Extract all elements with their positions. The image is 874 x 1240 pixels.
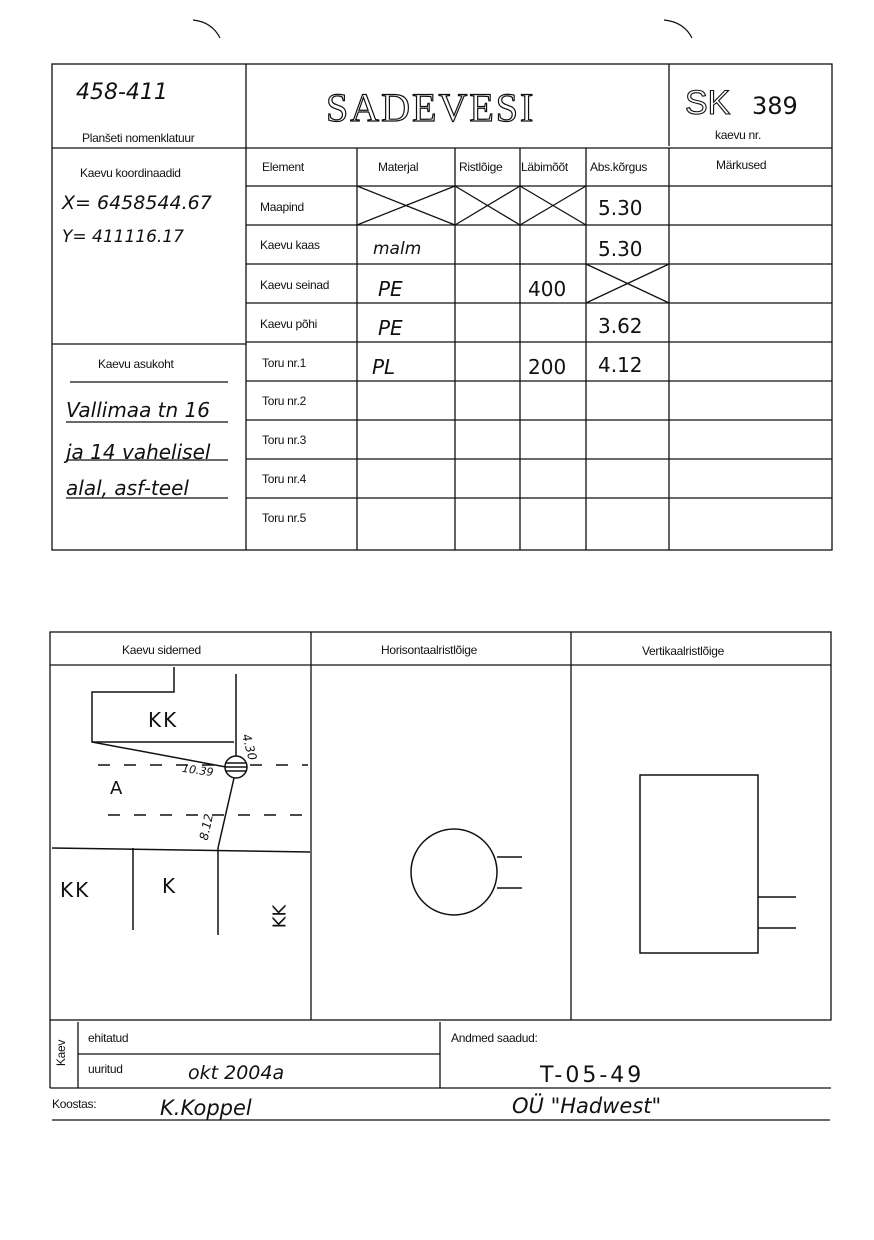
col-header-abs-height: Abs.kõrgus	[590, 160, 648, 174]
row-element: Toru nr.4	[262, 472, 306, 486]
data-received-label: Andmed saadud:	[451, 1031, 538, 1045]
page-title: SADEVESI	[326, 85, 536, 130]
sketch-dist-2: 10.39	[181, 761, 215, 780]
company-value: OÜ "Hadwest"	[512, 1094, 662, 1118]
built-label: ehitatud	[88, 1031, 129, 1045]
compiled-by-label: Koostas:	[52, 1097, 97, 1111]
coord-x: X= 6458544.67	[62, 192, 212, 214]
binder-hole-right	[664, 20, 692, 38]
connections-sketch	[52, 667, 310, 935]
col-header-cross-section: Ristlõige	[459, 160, 503, 174]
row-material: malm	[373, 239, 422, 259]
row-abs: 4.12	[598, 353, 643, 377]
binder-hole-left	[193, 20, 220, 38]
row-abs: 5.30	[598, 196, 643, 220]
sk-prefix: SK	[685, 84, 731, 122]
compiled-by-value: K.Koppel	[160, 1096, 252, 1120]
row-element: Maapind	[260, 200, 304, 214]
row-abs: 3.62	[598, 314, 643, 338]
location-line-3: alal, asf-teel	[66, 476, 189, 500]
sketch-label-kk-left: KK	[60, 878, 91, 902]
vertical-section-label: Vertikaalristlõige	[642, 644, 724, 658]
sketch-dist-1: 4.30	[239, 732, 260, 762]
sketch-label-kk-top: KK	[148, 708, 179, 732]
row-element: Kaevu põhi	[260, 317, 318, 331]
col-header-diameter: Läbimõõt	[521, 160, 568, 174]
row-diameter: 400	[528, 277, 567, 301]
footer-side-label: Kaev	[54, 1039, 69, 1067]
col-header-notes: Märkused	[716, 158, 767, 172]
surveyed-label: uuritud	[88, 1062, 123, 1076]
row-element: Toru nr.1	[262, 356, 306, 370]
row-abs: 5.30	[598, 237, 643, 261]
col-header-element: Element	[262, 160, 304, 174]
row-material: PE	[378, 277, 403, 301]
connections-label: Kaevu sidemed	[122, 643, 201, 657]
row-element: Toru nr.3	[262, 433, 306, 447]
horizontal-section	[411, 829, 522, 915]
coord-y: Y= 411116.17	[62, 227, 184, 247]
row-element: Toru nr.5	[262, 511, 306, 525]
col-header-material: Materjal	[378, 160, 419, 174]
well-number-label: kaevu nr.	[715, 128, 761, 142]
data-received-value: T-05-49	[540, 1063, 645, 1088]
well-number: 389	[752, 92, 798, 120]
sketch-dist-3: 8.12	[196, 812, 216, 842]
plansheet-label: Planšeti nomenklatuur	[82, 131, 195, 145]
lower-form-lines	[50, 632, 831, 1020]
horizontal-section-label: Horisontaalristlõige	[381, 643, 478, 657]
sketch-label-a: A	[110, 778, 123, 799]
surveyed-value: okt 2004a	[188, 1062, 285, 1084]
vertical-section	[640, 775, 796, 953]
location-line-1: Vallimaa tn 16	[66, 398, 211, 422]
location-line-2: ja 14 vahelisel	[66, 440, 211, 464]
coords-label: Kaevu koordinaadid	[80, 166, 181, 180]
row-diameter: 200	[528, 355, 567, 379]
row-material: PL	[372, 355, 396, 379]
row-element: Kaevu seinad	[260, 278, 330, 292]
sketch-label-kk-right: KK	[269, 904, 291, 929]
row-element: Kaevu kaas	[260, 238, 320, 252]
plansheet-value: 458-411	[76, 80, 168, 105]
row-material: PE	[378, 316, 403, 340]
location-label: Kaevu asukoht	[98, 357, 174, 371]
sketch-label-k: K	[162, 874, 176, 898]
row-element: Toru nr.2	[262, 394, 306, 408]
